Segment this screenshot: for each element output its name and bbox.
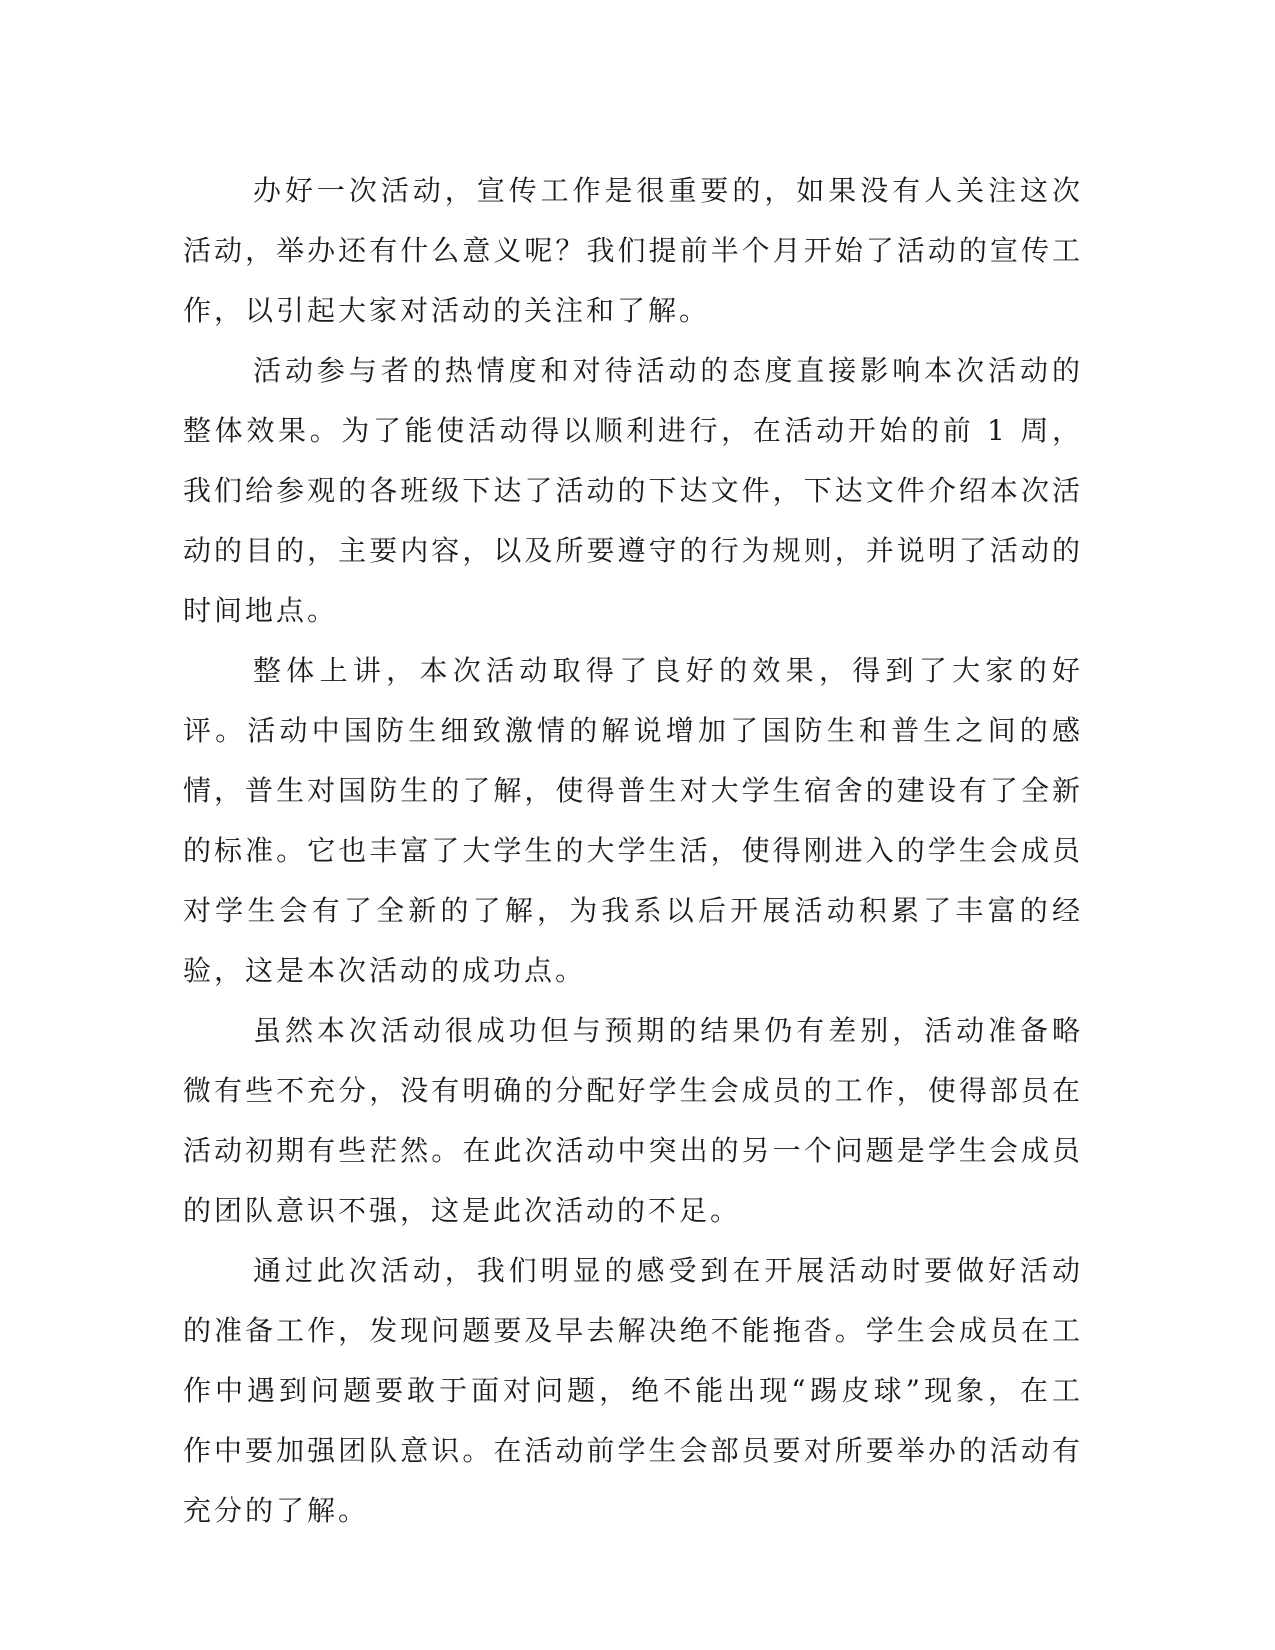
- paragraph-lessons: 通过此次活动，我们明显的感受到在开展活动时要做好活动的准备工作，发现问题要及早去解决绝不能拖沓。学生会成员在工作中遇到问题要敢于面对问题，绝不能出现“踢皮球”现象，在工作中要加强团队意识。在活动前学生会部员要对所要举办的活动有充分的了解。: [183, 1254, 1083, 1527]
- document-body: [183, 161, 1083, 1541]
- paragraph-overall-effect: 整体上讲，本次活动取得了良好的效果，得到了大家的好评。活动中国防生细致激情的解说增加了国防生和普生之间的感情，普生对国防生的了解，使得普生对大学生宿舍的建设有了全新的标准。它也丰富了大学生的大学生活，使得刚进入的学生会成员对学生会有了全新的了解，为我系以后开展活动积累了丰富的经验，这是本次活动的成功点。: [183, 654, 1083, 987]
- paragraph-participants: 活动参与者的热情度和对待活动的态度直接影响本次活动的整体效果。为了能使活动得以顺利进行，在活动开始的前 1 周，我们给参观的各班级下达了活动的下达文件，下达文件介绍本次活动的目的，主要内容，以及所要遵守的行为规则，并说明了活动的时间地点。: [183, 354, 1083, 627]
- paragraph-shortcomings: 虽然本次活动很成功但与预期的结果仍有差别，活动准备略微有些不充分，没有明确的分配好学生会成员的工作，使得部员在活动初期有些茫然。在此次活动中突出的另一个问题是学生会成员的团队意识不强，这是此次活动的不足。: [183, 1014, 1083, 1227]
- paragraph-publicity: 办好一次活动，宣传工作是很重要的，如果没有人关注这次活动，举办还有什么意义呢？我们提前半个月开始了活动的宣传工作，以引起大家对活动的关注和了解。: [183, 174, 1083, 327]
